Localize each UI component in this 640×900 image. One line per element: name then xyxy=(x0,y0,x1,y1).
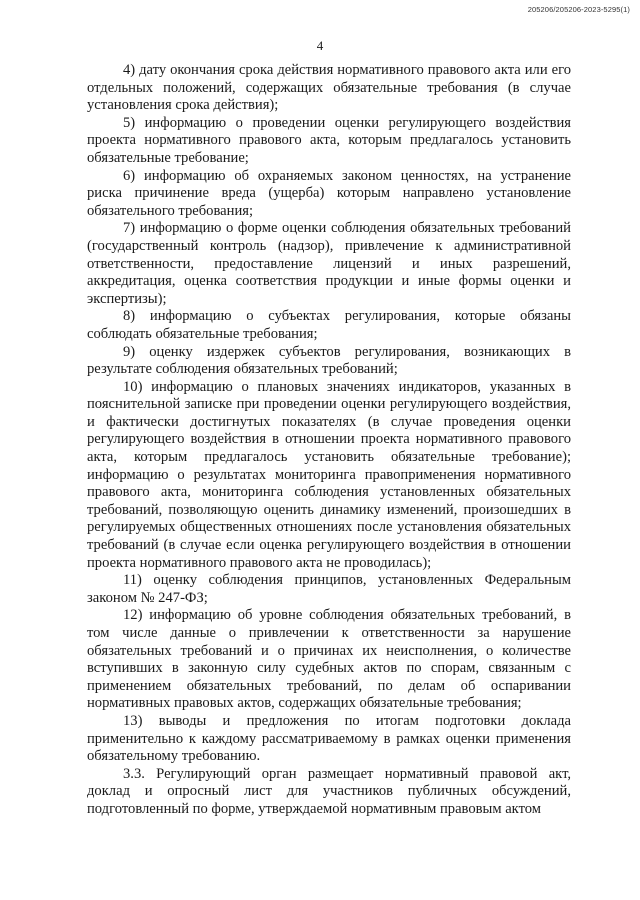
document-body xyxy=(87,62,571,819)
paragraph-item-5: 5) информацию о проведении оценки регулирующего воздействия проекта нормативного правового акта, которым предлагалось установить обязательные требование; xyxy=(87,114,571,166)
paragraph-section-3-3: 3.3. Регулирующий орган размещает нормативный правовой акт, доклад и опросный лист для участников публичных обсуждений, подготовленный по форме, утверждаемой нормативным правовым актом xyxy=(87,765,571,817)
document-id: 205206/205206-2023-5295(1) xyxy=(527,5,630,14)
paragraph-item-6: 6) информацию об охраняемых законом ценностях, на устранение риска причинение вреда (ущерба) которым направлено установление обязательного требования; xyxy=(87,167,571,219)
paragraph-item-9: 9) оценку издержек субъектов регулирования, возникающих в результате соблюдения обязательных требований; xyxy=(87,343,571,378)
paragraph-item-10: 10) информацию о плановых значениях индикаторов, указанных в пояснительной записке при проведении оценки регулирующего воздействия, и фактически достигнутых показателях (в случае проведения оценки регулирующего воздействия в отношении проекта нормативного правового акта, которым предлагалось установить обязательные требование); информацию о результатах мониторинга правоприменения нормативного правового акта, мониторинга соблюдения установленных обязательных требований, позволяющую оценить динамику изменений, произошедших в регулируемых общественных отношениях после установления обязательных требований (в случае если оценка регулирующего воздействия в отношении проекта нормативного правового акта не проводилась); xyxy=(87,378,571,571)
paragraph-item-4: 4) дату окончания срока действия нормативного правового акта или его отдельных положений, содержащих обязательные требования (в случае установления срока действия); xyxy=(87,62,571,114)
paragraph-item-12: 12) информацию об уровне соблюдения обязательных требований, в том числе данные о привлечении к ответственности за нарушение обязательных требований и о причинах их неисполнения, о количестве вступивших в законную силу судебных актов по спорам, связанным с применением обязательных требований, по делам об оспаривании нормативных правовых актов, содержащих обязательные требования; xyxy=(87,607,571,712)
paragraph-item-11: 11) оценку соблюдения принципов, установленных Федеральным законом № 247-ФЗ; xyxy=(87,572,571,606)
paragraph-item-13: 13) выводы и предложения по итогам подготовки доклада применительно к каждому рассматриваемому в рамках оценки применения обязательному требованию. xyxy=(87,712,571,765)
page-number: 4 xyxy=(316,38,324,53)
paragraph-item-8: 8) информацию о субъектах регулирования, которые обязаны соблюдать обязательные требования; xyxy=(87,308,571,342)
paragraph-item-7: 7) информацию о форме оценки соблюдения обязательных требований (государственный контроль (надзор), привлечение к административной ответственности, предоставление лицензий и иных разрешений, аккредитация, оценка соответствия продукции и иные формы оценки и экспертизы); xyxy=(87,220,571,307)
